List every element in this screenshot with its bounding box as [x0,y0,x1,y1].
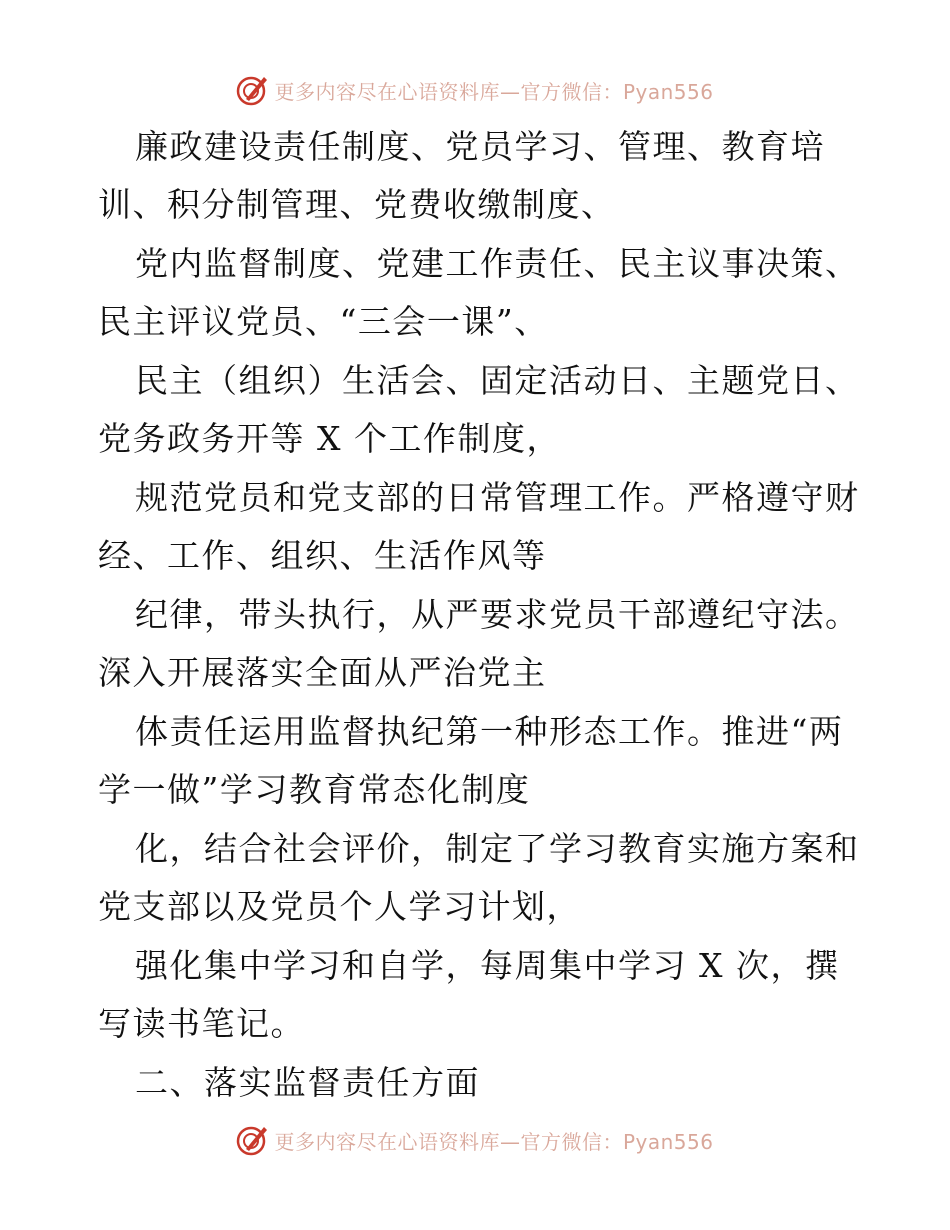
text-line: 党内监督制度、党建工作责任、民主议事决策、 [135,244,860,283]
text-line: 写读书笔记。 [98,1004,305,1043]
text-line: 训、积分制管理、党费收缴制度、 [98,185,616,224]
text-line: 党务政务开等 X 个工作制度， [98,419,561,458]
text-line: 民主（组织）生活会、固定活动日、主题党日、 [135,361,860,400]
text-line: 廉政建设责任制度、党员学习、管理、教育培 [135,127,825,166]
text-line: 党支部以及党员个人学习计划， [98,887,581,926]
text-line: 强化集中学习和自学，每周集中学习 X 次，撰 [135,946,840,985]
footer-banner [0,1120,950,1160]
text-line: 经、工作、组织、生活作风等 [98,536,547,575]
text-line: 深入开展落实全面从严治党主 [98,653,547,692]
text-line: 规范党员和党支部的日常管理工作。严格遵守财 [135,478,860,517]
quill-logo-icon [236,1123,270,1157]
text-line: 化，结合社会评价，制定了学习教育实施方案和 [135,829,860,868]
header-banner-text: 更多内容尽在心语资料库—官方微信：Pyan556 [274,79,714,104]
text-line: 民主评议党员、“三会一课”、 [98,302,549,341]
text-line: 纪律，带头执行，从严要求党员干部遵纪守法。 [135,595,860,634]
footer-banner-text: 更多内容尽在心语资料库—官方微信：Pyan556 [274,1129,714,1154]
section-heading: 二、落实监督责任方面 [135,1063,480,1102]
text-line: 体责任运用监督执纪第一种形态工作。推进“两 [135,712,844,751]
text-line: 学一做”学习教育常态化制度 [98,770,531,809]
